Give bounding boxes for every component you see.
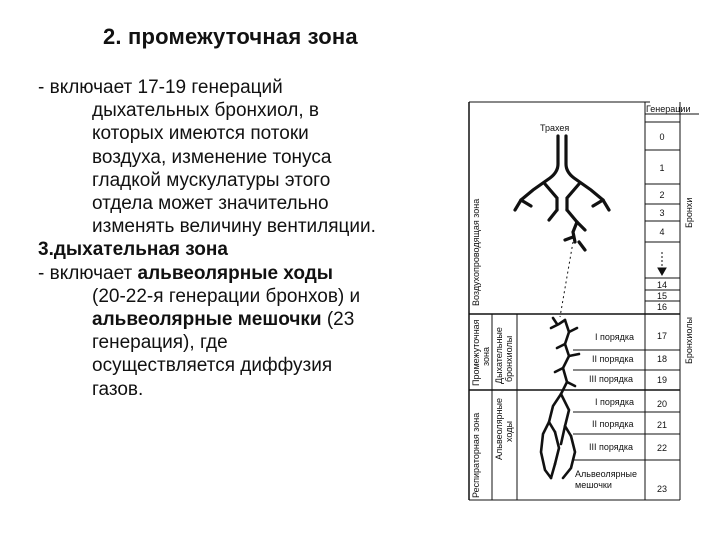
zone-conducting-label: Воздухопроводящая зона xyxy=(471,198,481,306)
generation-number: 23 xyxy=(656,484,667,494)
generation-number: 3 xyxy=(659,208,665,218)
text-line: генерация), где xyxy=(92,332,228,354)
zone-respiratory-label: Респираторная зона xyxy=(471,412,481,498)
generation-number: 2 xyxy=(659,190,665,200)
airway-generations-diagram xyxy=(455,92,720,504)
generation-number: 0 xyxy=(659,132,665,142)
order-label: III порядка xyxy=(589,442,634,452)
text-line: - включает альвеолярные ходы xyxy=(38,262,334,284)
generation-number: 17 xyxy=(656,331,667,341)
order-label: II порядка xyxy=(592,354,634,364)
zone-intermediate-label: Промежуточная xyxy=(471,319,481,386)
generation-number: 21 xyxy=(656,420,667,430)
order-label: I порядка xyxy=(595,332,635,342)
text-line: альвеолярные мешочки (23 xyxy=(92,309,355,331)
bronchioles-label: Бронхиолы xyxy=(684,317,694,364)
order-label: I порядка xyxy=(595,397,635,407)
alveolar-sacs-label: мешочки xyxy=(575,480,612,490)
text-line: дыхательных бронхиол, в xyxy=(92,100,320,122)
sub-zone-label: Альвеолярные xyxy=(494,397,504,460)
text-line: отдела может значительно xyxy=(92,193,329,215)
text-line: осуществляется диффузия xyxy=(92,355,333,377)
order-label: II порядка xyxy=(592,419,634,429)
alveolar-sacs-label: Альвеолярные xyxy=(575,469,638,479)
generation-number: 16 xyxy=(656,302,667,312)
text-line: - включает 17-19 генераций xyxy=(38,77,283,98)
generation-number: 15 xyxy=(656,291,667,301)
text-line: изменять величину вентиляции. xyxy=(92,216,376,238)
sub-zone-label: ходы xyxy=(504,421,514,442)
generation-number: 4 xyxy=(659,227,665,237)
order-label: III порядка xyxy=(589,374,634,384)
generation-number: 18 xyxy=(656,354,667,364)
text-line: газов. xyxy=(92,378,144,400)
section-heading: 3.дыхательная зона xyxy=(38,239,228,261)
generation-number: 14 xyxy=(656,280,667,290)
generations-header: Генерации xyxy=(646,104,691,114)
sub-zone-label: бронхиолы xyxy=(504,335,514,382)
generation-number: 22 xyxy=(656,443,667,453)
generation-number: 19 xyxy=(656,375,667,385)
sub-zone-label: Дыхательные xyxy=(494,327,504,384)
zone-intermediate-label: зона xyxy=(481,346,491,366)
text-line: гладкой мускулатуры этого xyxy=(92,169,331,191)
generation-number: 1 xyxy=(659,163,665,173)
slide-title: 2. промежуточная зона xyxy=(103,24,358,49)
text-line: воздуха, изменение тонуса xyxy=(92,146,332,168)
generation-number: 20 xyxy=(656,399,667,409)
trachea-label: Трахея xyxy=(540,123,570,133)
bronchi-label: Бронхи xyxy=(684,197,694,228)
text-line: (20-22-я генерации бронхов) и xyxy=(92,285,361,307)
body-text xyxy=(38,76,468,401)
text-line: которых имеются потоки xyxy=(92,123,309,145)
